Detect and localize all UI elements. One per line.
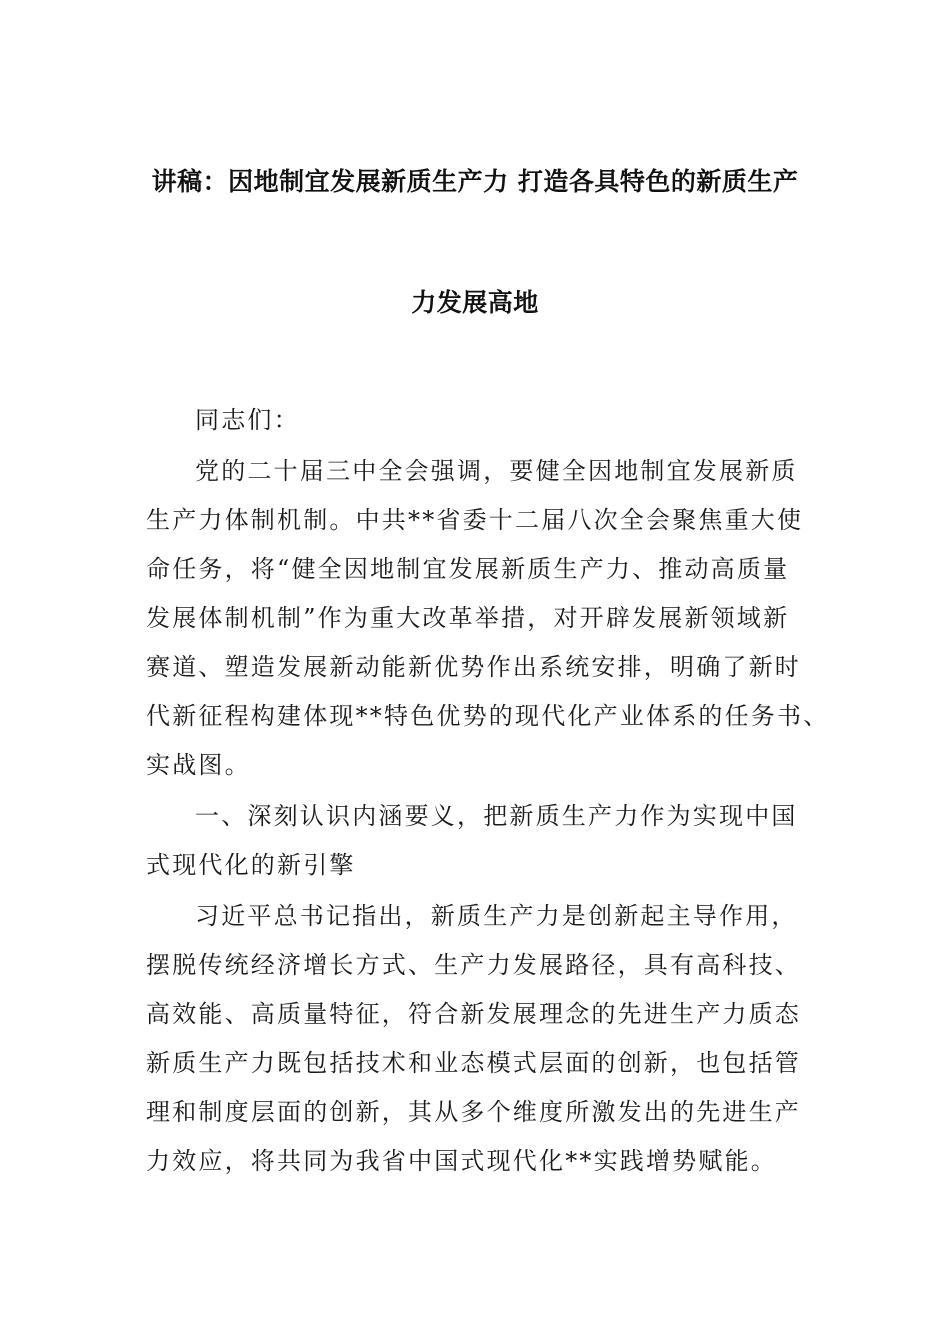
paragraph-1-line-4: 发展体制机制”作为重大改革举措，对开辟发展新领域新 [146,604,790,632]
paragraph-2-line-2: 摆脱传统经济增长方式、生产力发展路径，具有高科技、 [146,951,801,979]
section-heading-line-1: 一、深刻认识内涵要义，把新质生产力作为实现中国 [195,802,798,830]
paragraph-2-line-4: 新质生产力既包括技术和业态模式层面的创新，也包括管 [146,1049,801,1077]
document-title-line-2: 力发展高地 [411,288,539,317]
paragraph-1-line-7: 实战图。 [146,751,251,779]
paragraph-1-line-1: 党的二十届三中全会强调，要健全因地制宜发展新质 [195,457,798,485]
paragraph-2-line-3: 高效能、高质量特征，符合新发展理念的先进生产力质态 [146,1000,801,1028]
salutation: 同志们： [195,406,300,434]
paragraph-2-line-5: 理和制度层面的创新，其从多个维度所激发出的先进生产 [146,1098,801,1126]
paragraph-1-line-3: 命任务，将“健全因地制宜发展新质生产力、推动高质量 [146,555,790,583]
paragraph-1-line-5: 赛道、塑造发展新动能新优势作出系统安排，明确了新时 [146,653,801,681]
document-title-line-1: 讲稿：因地制宜发展新质生产力 打造各具特色的新质生产 [151,167,799,196]
paragraph-1-line-6: 代新征程构建体现**特色优势的现代化产业体系的任务书、 [146,702,830,730]
section-heading-line-2: 式现代化的新引擎 [146,851,356,879]
paragraph-1-line-2: 生产力体制机制。中共**省委十二届八次全会聚焦重大使 [146,506,804,534]
paragraph-2-line-1: 习近平总书记指出，新质生产力是创新起主导作用， [195,902,798,930]
paragraph-2-line-6: 力效应，将共同为我省中国式现代化**实践增势赋能。 [146,1147,777,1175]
